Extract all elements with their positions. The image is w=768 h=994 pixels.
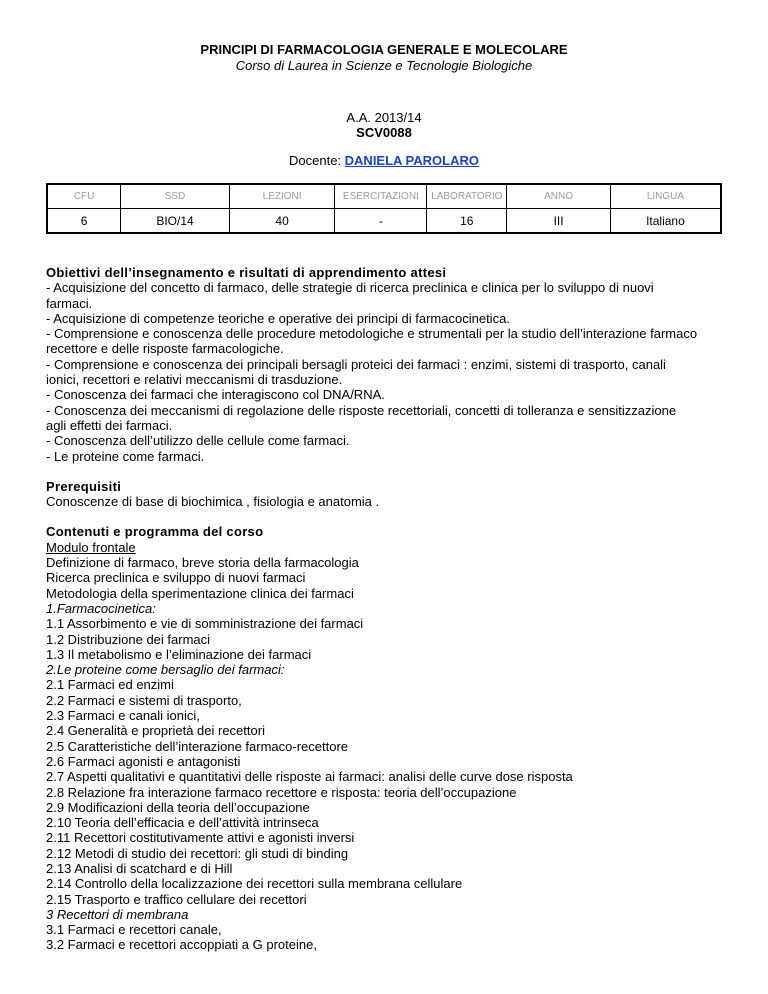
header-laboratorio: LABORATORIO <box>427 184 507 209</box>
section-title: 2.Le proteine come bersaglio dei farmaci: <box>46 662 285 678</box>
objectives-line: - Le proteine come farmaci. <box>46 448 205 464</box>
content-line: 2.4 Generalità e proprietà dei recettori <box>46 723 265 739</box>
content-line: 2.8 Relazione fra interazione farmaco recettore e risposta: teoria dell’occupazione <box>46 784 517 800</box>
header-lingua: LINGUA <box>610 184 721 209</box>
contents-heading: Contenuti e programma del corso <box>46 524 264 540</box>
content-line: 2.15 Trasporto e traffico cellulare dei recettori <box>46 891 307 907</box>
value-ssd: BIO/14 <box>121 209 230 234</box>
header-cfu: CFU <box>47 184 121 209</box>
section-title: 1.Farmacocinetica: <box>46 600 156 616</box>
module-title: Modulo frontale <box>46 539 136 555</box>
content-line: 2.13 Analisi di scatchard e di Hill <box>46 860 233 876</box>
course-info-table <box>46 183 722 234</box>
section-title: 3 Recettori di membrana <box>46 906 189 922</box>
header-ssd: SSD <box>121 184 230 209</box>
document-body <box>46 265 726 953</box>
objectives-line: - Acquisizione di competenze teoriche e operative dei principi di farmacocinetica. <box>46 310 510 326</box>
content-line: 2.14 Controllo della localizzazione dei recettori sulla membrana cellulare <box>46 876 463 892</box>
content-line: Ricerca preclinica e sviluppo di nuovi farmaci <box>46 570 306 586</box>
content-line: Definizione di farmaco, breve storia della farmacologia <box>46 555 359 571</box>
academic-year: A.A. 2013/14 <box>346 110 422 125</box>
objectives-line: - Comprensione e conoscenza dei principali bersagli proteici dei farmaci : enzimi, sistemi di trasporto, canali <box>46 356 666 372</box>
objectives-line: - Conoscenza dei farmaci che interagiscono col DNA/RNA. <box>46 387 385 403</box>
objectives-line: - Comprensione e conoscenza delle procedure metodologiche e strumentali per la studio dell’interazione farmaco <box>46 326 698 342</box>
header-lezioni: LEZIONI <box>229 184 335 209</box>
table-value-row <box>47 209 721 234</box>
content-line: 1.3 Il metabolismo e l’eliminazione dei farmaci <box>46 646 312 662</box>
content-line: 2.5 Caratteristiche dell’interazione farmaco-recettore <box>46 738 349 754</box>
content-line: Metodologia della sperimentazione clinica dei farmaci <box>46 585 354 601</box>
content-line: 3.2 Farmaci e recettori accoppiati a G proteine, <box>46 937 317 953</box>
docente-link[interactable]: DANIELA PAROLARO <box>344 153 479 168</box>
docente-line <box>0 153 768 168</box>
prerequisites-text: Conoscenze di base di biochimica , fisiologia e anatomia . <box>46 494 380 510</box>
header-anno: ANNO <box>507 184 611 209</box>
course-subtitle: Corso di Laurea in Scienze e Tecnologie Biologiche <box>235 58 533 73</box>
objectives-line: - Conoscenza dell’utilizzo delle cellule come farmaci. <box>46 433 350 449</box>
objectives-line: - Acquisizione del concetto di farmaco, delle strategie di ricerca preclinica e clinica per lo sviluppo di nuovi <box>46 280 654 296</box>
course-title: PRINCIPI DI FARMACOLOGIA GENERALE E MOLECOLARE <box>200 42 568 57</box>
content-line: 2.10 Teoria dell’efficacia e dell’attività intrinseca <box>46 815 319 831</box>
content-line: 2.2 Farmaci e sistemi di trasporto, <box>46 692 242 708</box>
objectives-line: - Conoscenza dei meccanismi di regolazione delle risposte recettoriali, concetti di tolleranza e sensitizzazione <box>46 402 677 418</box>
objectives-heading: Obiettivi dell’insegnamento e risultati di apprendimento attesi <box>46 265 447 280</box>
value-esercitazioni: - <box>335 209 427 234</box>
value-cfu: 6 <box>47 209 121 234</box>
objectives-line: farmaci. <box>46 295 93 311</box>
docente-label: Docente: <box>289 153 345 168</box>
content-line: 2.1 Farmaci ed enzimi <box>46 677 174 693</box>
value-lingua: Italiano <box>610 209 721 234</box>
course-code: SCV0088 <box>356 125 412 140</box>
content-line: 1.1 Assorbimento e vie di somministrazione dei farmaci <box>46 616 364 632</box>
content-line: 1.2 Distribuzione dei farmaci <box>46 631 211 647</box>
content-line: 2.6 Farmaci agonisti e antagonisti <box>46 753 241 769</box>
content-line: 2.7 Aspetti qualitativi e quantitativi delle risposte ai farmaci: analisi delle curve dose risposta <box>46 769 573 785</box>
content-line: 3.1 Farmaci e recettori canale, <box>46 922 222 938</box>
content-line: 2.11 Recettori costitutivamente attivi e agonisti inversi <box>46 830 355 846</box>
value-lezioni: 40 <box>229 209 335 234</box>
header-esercitazioni: ESERCITAZIONI <box>335 184 427 209</box>
value-anno: III <box>507 209 611 234</box>
table-header-row <box>47 184 721 209</box>
content-line: 2.12 Metodi di studio dei recettori: gli studi di binding <box>46 845 349 861</box>
objectives-line: ionici, recettori e relativi meccanismi di trasduzione. <box>46 372 343 388</box>
content-line: 2.9 Modificazioni della teoria dell’occupazione <box>46 799 310 815</box>
value-laboratorio: 16 <box>427 209 507 234</box>
objectives-line: agli effetti dei farmaci. <box>46 417 173 433</box>
content-line: 2.3 Farmaci e canali ionici, <box>46 708 200 724</box>
prerequisites-heading: Prerequisiti <box>46 478 122 494</box>
objectives-line: recettore e delle risposte farmacologiche. <box>46 341 284 357</box>
